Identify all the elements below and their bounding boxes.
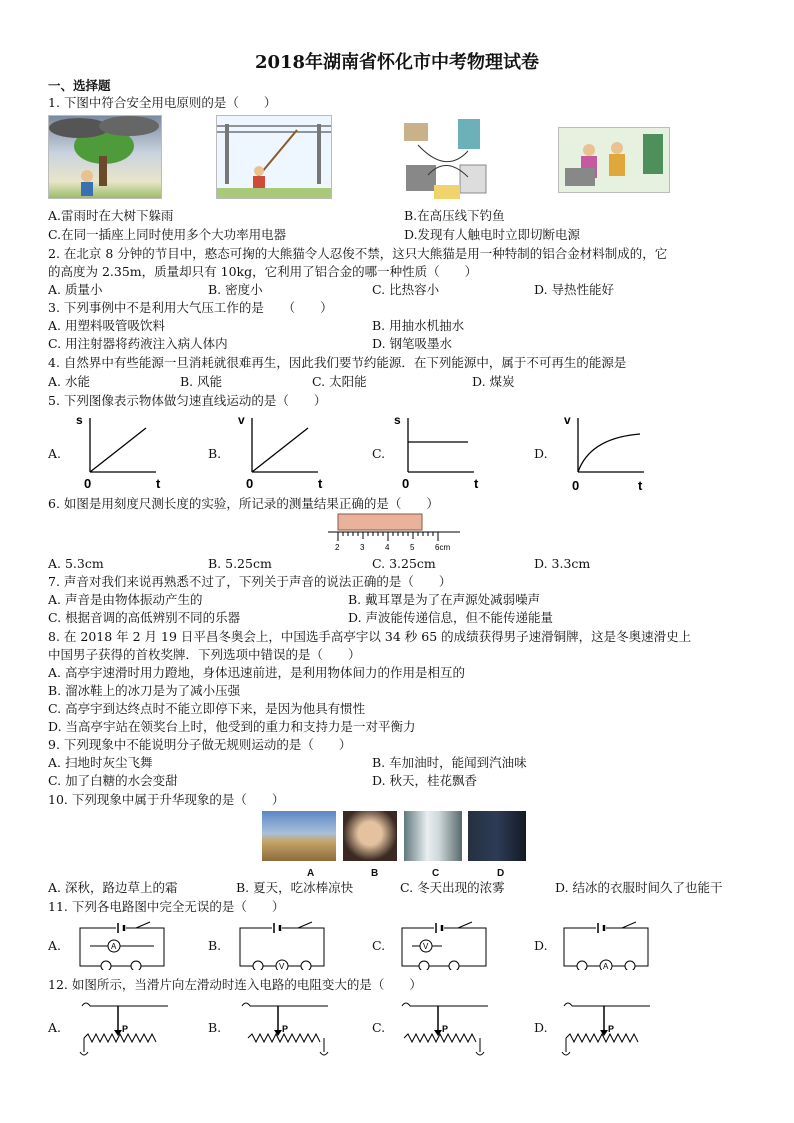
q3-option-d: D. 钢笔吸墨水 xyxy=(372,336,453,351)
q1-option-d: D.发现有人触电时立即切断电源 xyxy=(404,227,581,242)
q11-circuit-c xyxy=(398,920,490,970)
q10-image-c xyxy=(404,811,462,861)
q11-stem: 11. 下列各电路图中完全无误的是（ ） xyxy=(48,899,285,914)
q12-label-c: C. xyxy=(372,1020,386,1035)
q5b-origin: 0 xyxy=(246,476,254,491)
section-heading: 一、选择题 xyxy=(48,78,111,93)
q11-label-c: C. xyxy=(372,938,386,953)
q8-option-d: D. 当高亭宇站在领奖台上时，他受到的重力和支持力是一对平衡力 xyxy=(48,719,416,734)
q5-graph-d xyxy=(556,410,656,492)
q1-image-d xyxy=(558,127,670,193)
q11-label-b: B. xyxy=(208,938,222,953)
q1-image-a xyxy=(48,115,162,199)
q10-image-b xyxy=(343,811,397,861)
q3-stem: 3. 下列事例中不是利用大气压工作的是 （ ） xyxy=(48,300,333,315)
q9-stem: 9. 下列现象中不能说明分子做无规则运动的是（ ） xyxy=(48,737,352,752)
q8-stem-line1: 8. 在 2018 年 2 月 19 日平昌冬奥会上，中国选手高亭宇以 34 秒 65 的成绩获得男子速滑铜牌，这是冬奥速滑史上 xyxy=(48,629,692,644)
q12-rheostat-c xyxy=(396,998,492,1058)
q12-label-d: D. xyxy=(534,1020,548,1035)
q11-circuit-b xyxy=(236,920,328,970)
q7-option-b: B. 戴耳罩是为了在声源处减弱噪声 xyxy=(348,592,541,607)
q6-ruler-figure xyxy=(326,512,462,554)
q6-stem: 6. 如图是用刻度尺测长度的实验，所记录的测量结果正确的是（ ） xyxy=(48,496,439,511)
ruler-ticks xyxy=(338,532,438,541)
q12d-p-label: P xyxy=(608,1024,615,1034)
q6-option-b: B. 5.25cm xyxy=(208,556,272,571)
q8-stem-line2: 中国男子获得的首枚奖牌．下列选项中错误的是（ ） xyxy=(48,647,361,662)
q5b-y-label: v xyxy=(238,413,245,427)
q5-graph-b xyxy=(230,410,330,492)
q5d-origin: 0 xyxy=(572,478,580,492)
q11-label-a: A. xyxy=(48,938,62,953)
q5-graph-c xyxy=(386,410,486,492)
q5-graph-a xyxy=(68,410,168,492)
q7-option-d: D. 声波能传递信息，但不能传递能量 xyxy=(348,610,554,625)
q9-option-a: A. 扫地时灰尘飞舞 xyxy=(48,755,153,770)
svg-text:V: V xyxy=(423,942,429,951)
svg-text:A: A xyxy=(111,942,117,951)
q12-rheostat-a xyxy=(76,998,172,1058)
q6-option-a: A. 5.3cm xyxy=(48,556,104,571)
q7-option-a: A. 声音是由物体振动产生的 xyxy=(48,592,203,607)
q11-circuit-d xyxy=(560,920,652,970)
ruler-tick-2: 2 xyxy=(335,543,340,552)
q2-option-b: B. 密度小 xyxy=(208,282,263,297)
q10-stem: 10. 下列现象中属于升华现象的是（ ） xyxy=(48,792,285,807)
q12-label-a: A. xyxy=(48,1020,62,1035)
q2-option-a: A. 质量小 xyxy=(48,282,103,297)
q10-option-c: C. 冬天出现的浓雾 xyxy=(400,880,505,895)
q4-option-d: D. 煤炭 xyxy=(472,374,515,389)
q7-option-c: C. 根据音调的高低辨别不同的乐器 xyxy=(48,610,241,625)
q5a-origin: 0 xyxy=(84,476,92,491)
q1-option-a: A.雷雨时在大树下躲雨 xyxy=(48,208,174,223)
q4-option-a: A. 水能 xyxy=(48,374,90,389)
q1-option-c: C.在同一插座上同时使用多个大功率用电器 xyxy=(48,227,287,242)
q12b-p-label: P xyxy=(282,1024,289,1034)
q10-image-label-b: B xyxy=(371,868,379,879)
q12-rheostat-b xyxy=(236,998,332,1058)
q6-option-c: C. 3.25cm xyxy=(372,556,436,571)
q12-stem: 12. 如图所示，当滑片向左滑动时连入电路的电阻变大的是（ ） xyxy=(48,977,422,992)
q10-option-b: B. 夏天，吃冰棒凉快 xyxy=(236,880,354,895)
q12c-p-label: P xyxy=(442,1024,449,1034)
q5-label-b: B. xyxy=(208,446,222,461)
q8-option-b: B. 溜冰鞋上的冰刀是为了减小压强 xyxy=(48,683,241,698)
q5b-x-label: t xyxy=(318,476,323,491)
q5d-y-label: v xyxy=(564,413,571,427)
q10-image-a xyxy=(262,811,336,861)
q12-label-b: B. xyxy=(208,1020,222,1035)
q12-rheostat-d xyxy=(558,998,654,1058)
q10-image-d xyxy=(468,811,526,861)
q2-stem-line2: 的高度为 2.35m，质量却只有 10kg，它利用了铝合金的哪一种性质（ ） xyxy=(48,264,478,279)
q5c-origin: 0 xyxy=(402,476,410,491)
q10-option-d: D. 结冰的衣服时间久了也能干 xyxy=(555,880,723,895)
svg-text:A: A xyxy=(603,962,609,970)
svg-text:V: V xyxy=(279,962,285,970)
q11-circuit-a xyxy=(76,920,168,970)
q2-stem-line1: 2. 在北京 8 分钟的节目中，憨态可掬的大熊猫令人忍俊不禁，这只大熊猫是用一种特制的铝合金材料制成的，它 xyxy=(48,246,668,261)
q2-option-d: D. 导热性能好 xyxy=(534,282,615,297)
ruler-tick-5: 5 xyxy=(410,543,415,552)
q5d-x-label: t xyxy=(638,478,643,492)
q10-image-label-d: D xyxy=(497,868,505,879)
q4-stem: 4. 自然界中有些能源一旦消耗就很难再生，因此我们要节约能源．在下列能源中，属于不可再生的能源是 xyxy=(48,355,627,370)
q5-label-c: C. xyxy=(372,446,386,461)
q1-image-c xyxy=(398,115,494,205)
q3-option-a: A. 用塑料吸管吸饮料 xyxy=(48,318,165,333)
q1-option-b: B.在高压线下钓鱼 xyxy=(404,208,505,223)
q5-stem: 5. 下列图像表示物体做匀速直线运动的是（ ） xyxy=(48,393,327,408)
q7-stem: 7. 声音对我们来说再熟悉不过了，下列关于声音的说法正确的是（ ） xyxy=(48,574,452,589)
q1-image-b xyxy=(216,115,332,199)
q5-label-a: A. xyxy=(48,446,62,461)
q10-option-a: A. 深秋，路边草上的霜 xyxy=(48,880,178,895)
q2-option-c: C. 比热容小 xyxy=(372,282,440,297)
ruler-tick-3: 3 xyxy=(360,543,365,552)
q5c-y-label: s xyxy=(394,413,401,427)
q9-option-d: D. 秋天，桂花飘香 xyxy=(372,773,478,788)
q6-option-d: D. 3.3cm xyxy=(534,556,591,571)
q1-stem: 1. 下图中符合安全用电原则的是（ ） xyxy=(48,95,277,110)
q11-label-d: D. xyxy=(534,938,548,953)
q4-option-c: C. 太阳能 xyxy=(312,374,367,389)
page-title: 2018年湖南省怀化市中考物理试卷 xyxy=(254,52,540,73)
q3-option-c: C. 用注射器将药液注入病人体内 xyxy=(48,336,228,351)
q3-option-b: B. 用抽水机抽水 xyxy=(372,318,465,333)
q5a-y-label: s xyxy=(76,413,83,427)
q8-option-c: C. 高亭宇到达终点时不能立即停下来，是因为他具有惯性 xyxy=(48,701,366,716)
q10-image-label-a: A xyxy=(307,868,315,879)
q10-image-label-c: C xyxy=(432,868,440,879)
q12a-p-label: P xyxy=(122,1024,129,1034)
q5-label-d: D. xyxy=(534,446,548,461)
q5c-x-label: t xyxy=(474,476,479,491)
q8-option-a: A. 高亭宇速滑时用力蹬地，身体迅速前进，是利用物体间力的作用是相互的 xyxy=(48,665,465,680)
ruler-tick-4: 4 xyxy=(385,543,390,552)
q4-option-b: B. 风能 xyxy=(180,374,223,389)
q9-option-c: C. 加了白糖的水会变甜 xyxy=(48,773,178,788)
q9-option-b: B. 车加油时，能闻到汽油味 xyxy=(372,755,527,770)
ruler-tick-6cm: 6cm xyxy=(435,543,451,552)
q5a-x-label: t xyxy=(156,476,161,491)
